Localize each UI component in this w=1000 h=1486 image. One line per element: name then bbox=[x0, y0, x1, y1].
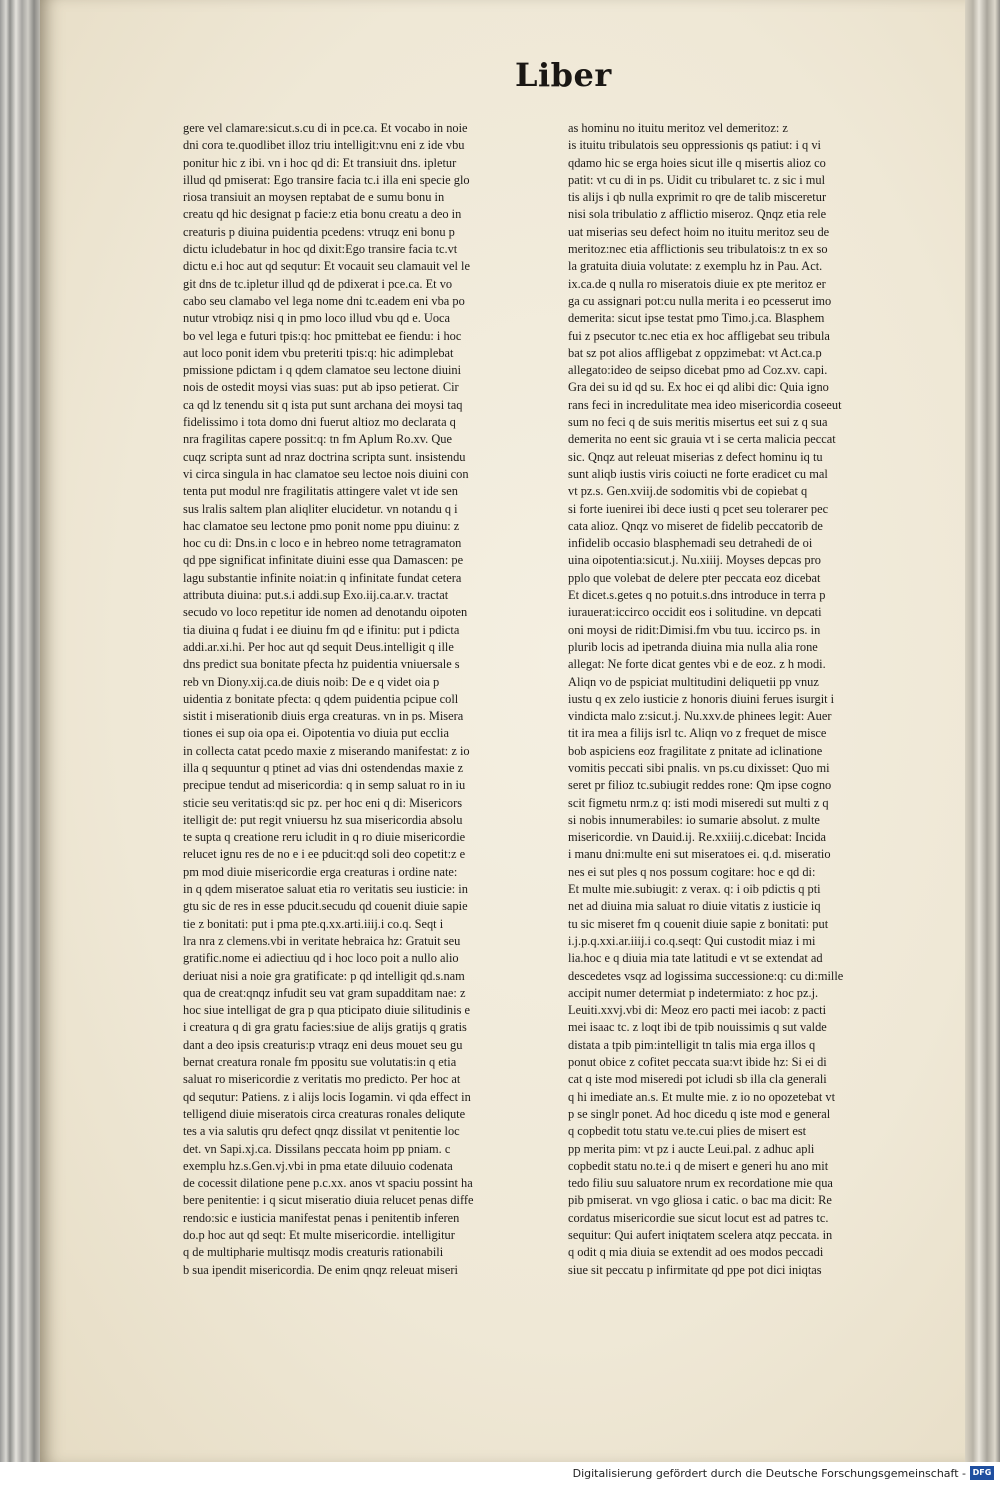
text-line: oni moysi de ridit:Dimisi.fm vbu tuu. iccirco ps. in bbox=[568, 622, 821, 637]
text-line: qd ppe significat infinitate diuini esse qua Damascen: pe bbox=[183, 553, 464, 568]
text-line: nois de ostedit moysi vias suas: put ab ipso petierat. Cir bbox=[183, 380, 459, 395]
text-line: uidentia z bonitate pfecta: q qdem puidentia pcipue coll bbox=[183, 691, 459, 706]
text-line: vomitis peccati sibi pnalis. vn ps.cu dixisset: Quo mi bbox=[568, 760, 830, 775]
page-edge-right bbox=[965, 0, 1000, 1462]
text-line: de cocessit dilatione pene p.c.xx. anos vt spaciu possint ha bbox=[183, 1176, 473, 1191]
text-line: Leuiti.xxvj.vbi di: Meoz ero pacti mei iacob: z pacti bbox=[568, 1003, 827, 1018]
text-line: vi circa singula in hac clamatoe seu lectoe nois diuini con bbox=[183, 466, 469, 481]
text-line: tit ira mea a filijs isrl tc. Aliqn vo z frequet de misce bbox=[568, 726, 827, 741]
text-line: nra fragilitas capere possit:q: tn fm Aplum Ro.xv. Que bbox=[183, 432, 452, 447]
text-line: nutur vtrobiqz nisi q in pmo loco illud vbu qd e. Uoca bbox=[183, 311, 451, 326]
text-line: rans feci in incredulitate mea ideo misericordia coseeut bbox=[568, 397, 842, 412]
text-line: illud qd pmiserat: Ego transire facia tc.i illa eni specie glo bbox=[183, 172, 470, 187]
text-line: cuqz scripta sunt ad nraz doctrina scripta sunt. insistendu bbox=[183, 449, 466, 464]
text-column-left bbox=[183, 120, 543, 1279]
text-line: creaturis p diuina puidentia pcedens: vtruqz eni bonu p bbox=[183, 224, 455, 239]
text-line: bere penitentie: i q sicut miseratio diuia relucet penas diffe bbox=[183, 1193, 474, 1208]
text-line: mei isaac tc. z loqt ibi de tpib nouissimis q sut valde bbox=[568, 1020, 827, 1035]
text-line: secudo vo loco repetitur ide nomen ad denotandu oipoten bbox=[183, 605, 468, 620]
text-line: sistit i miserationib diuis erga creaturas. vn in ps. Misera bbox=[183, 709, 464, 724]
text-line: la gratuita diuia volutate: z exemplu hz in Pau. Act. bbox=[568, 259, 823, 274]
text-line: tia diuina q fudat i ee diuinu fm qd e ifinitu: put i pdicta bbox=[183, 622, 460, 637]
text-line: demerita: sicut ipse testat pmo Timo.j.ca. Blasphem bbox=[568, 311, 825, 326]
text-line: hac clamatoe seu lectone pmo ponit nome ppu diuinu: z bbox=[183, 518, 460, 533]
text-line: demerita no eent sic grauia vt i se certa malicia peccat bbox=[568, 432, 836, 447]
text-line: sum no feci q de suis meritis misertus eet sui z q sua bbox=[568, 415, 828, 430]
text-line: iurauerat:iccirco occidit eos i solitudine. vn depcati bbox=[568, 605, 822, 620]
text-line: git dns de tc.ipletur illud qd de pdixerat i pce.ca. Et vo bbox=[183, 276, 453, 291]
text-line: det. vn Sapi.xj.ca. Dissilans peccata hoim pp pniam. c bbox=[183, 1141, 451, 1156]
text-line: i creatura q di gra gratu facies:siue de alijs gratijs q gratis bbox=[183, 1020, 467, 1035]
text-line: ca qd lz tenendu sit q ista put sunt archana dei moysi taq bbox=[183, 397, 463, 412]
text-line: exemplu hz.s.Gen.vj.vbi in pma etate diluuio codenata bbox=[183, 1158, 453, 1173]
text-line: ga cu assignari pot:cu nulla merita i eo pcesserut imo bbox=[568, 293, 832, 308]
text-line: illa q sequuntur q ptinet ad vias dni ostendendas maxie z bbox=[183, 760, 464, 775]
text-line: vt pz.s. Gen.xviij.de sodomitis vbi de copiebat q bbox=[568, 484, 808, 499]
text-line: cat q iste mod miseredi pot icludi sb illa cla generali bbox=[568, 1072, 827, 1087]
text-line: seret pr filioz tc.subiugit reddes rone: Qm ipse cogno bbox=[568, 778, 832, 793]
text-line: addi.ar.xi.hi. Per hoc aut qd sequit Deus.intelligit q ille bbox=[183, 639, 454, 654]
text-line: tes a via salutis qru defect qnqz dissilat vt penitentie loc bbox=[183, 1124, 460, 1139]
text-line: b sua ipendit misericordia. De enim qnqz releuat miseri bbox=[183, 1262, 458, 1277]
text-line: si forte iuenirei ibi dece iusti q pcet seu tolerarer pec bbox=[568, 501, 829, 516]
text-line: creatu qd hic designat p facie:z etia bonu creatu a deo in bbox=[183, 207, 462, 222]
text-line: ix.ca.de q nulla ro miseratois diuie ex pte meritoz er bbox=[568, 276, 826, 291]
text-line: copbedit statu no.te.i q de misert e generi hu ano mit bbox=[568, 1158, 829, 1173]
text-line: qua de creat:qnqz infudit seu vat gram supadditam nae: z bbox=[183, 985, 466, 1000]
text-line: i manu dni:multe eni sut miseratoes ei. q.d. miseratio bbox=[568, 847, 831, 862]
text-line: pm mod diuie misericordie erga creaturas i ordine nate: bbox=[183, 864, 458, 879]
text-line: do.p hoc aut qd seqt: Et multe misericordie. intelligitur bbox=[183, 1228, 455, 1242]
text-line: deriuat nisi a noie gra gratificate: p qd intelligit qd.s.nam bbox=[183, 968, 465, 983]
text-line: aut loco ponit idem vbu preteriti tpis:q: hic adimplebat bbox=[183, 345, 454, 360]
text-line: q copbedit totu statu ve.te.cui plies de misert est bbox=[568, 1124, 807, 1139]
text-line: Et multe mie.subiugit: z verax. q: i oib pdictis q pti bbox=[568, 882, 821, 897]
text-line: p se singlr ponet. Ad hoc dicedu q iste mod e general bbox=[568, 1106, 831, 1121]
text-line: siue sit peccatu p infirmitate qd ppe pot dici iniqtas bbox=[568, 1262, 822, 1277]
text-line: tu sic miseret fm q couenit diuie sapie z bonitati: put bbox=[568, 916, 829, 931]
text-line: dant a deo ipsis creaturis:p vtraqz eni deus mouet seu gu bbox=[183, 1037, 463, 1052]
text-line: reb vn Diony.xij.ca.de diuis noib: De e q videt oia p bbox=[183, 674, 440, 689]
text-line: tie z bonitati: put i pma pte.q.xx.arti.iiij.i co.q. Seqt i bbox=[183, 916, 444, 931]
text-line: sus lralis saltem plan aliqliter elucidetur. vn notandu q i bbox=[183, 501, 458, 516]
text-line: hoc siue intelligat de gra p qua pticipato diuie silitudinis e bbox=[183, 1003, 470, 1018]
text-line: telligend diuie miseratois circa creaturas ronales deliqute bbox=[183, 1106, 466, 1121]
text-line: gratific.nome ei adiectiuu qd i hoc loco poit a nullo alio bbox=[183, 951, 459, 966]
text-line: patit: vt cu di in ps. Uidit cu tribularet tc. z sic i mul bbox=[568, 172, 826, 187]
text-line: misericordie. vn Dauid.ij. Re.xxiiij.c.dicebat: Incida bbox=[568, 830, 827, 845]
text-line: meritoz:nec etia afflictionis seu tribulatois:z tn ex so bbox=[568, 242, 828, 257]
text-line: in q qdem miseratoe saluat etia ro veritatis seu iusticie: in bbox=[183, 882, 468, 897]
text-line: sunt aliqb iustis viris coiucti ne forte eradicet cu mal bbox=[568, 466, 828, 481]
text-line: sequitur: Qui aufert iniqtatem scelera atqz peccata. in bbox=[568, 1228, 833, 1242]
text-line: bat sz pot alios affligebat z oppzimebat: vt Act.ca.p bbox=[568, 345, 822, 360]
text-line: distata a tpib pim:intelligit tn talis mia erga illos q bbox=[568, 1037, 816, 1052]
text-line: vindicta malo z:sicut.j. Nu.xxv.de phinees legit: Auer bbox=[568, 709, 832, 724]
text-line: i.j.p.q.xxi.ar.iiij.i co.q.seqt: Qui custodit miaz i mi bbox=[568, 933, 816, 948]
book-spine-edge bbox=[0, 0, 44, 1462]
text-line: te supta q creatione reru icludit in q ro diuie misericordie bbox=[183, 830, 466, 845]
text-line: tiones ei sup oia opa ei. Oipotentia vo diuia put ecclia bbox=[183, 726, 449, 741]
text-line: dictu icludebatur in hoc qd dixit:Ego transire facia tc.vt bbox=[183, 242, 458, 257]
text-line: ponut obice z cofitet peccata sua:vt ibide hz: Si ei di bbox=[568, 1055, 827, 1070]
text-line: nisi sola tribulatio z afflictio miseroz. Qnqz etia rele bbox=[568, 207, 827, 222]
text-line: Gra dei su id qd su. Ex hoc ei qd alibi dic: Quia igno bbox=[568, 380, 829, 395]
text-line: Et dicet.s.getes q no potuit.s.dns introduce in terra p bbox=[568, 588, 826, 603]
text-line: precipue tendut ad misericordia: q in semp saluat ro in iu bbox=[183, 778, 466, 793]
text-line: is ituitu tribulatois seu oppressionis qs patiut: i q vi bbox=[568, 138, 821, 153]
running-title: Liber bbox=[515, 56, 612, 94]
text-line: lra nra z clemens.vbi in veritate hebraica hz: Gratuit seu bbox=[183, 933, 461, 948]
text-line: dns predict sua bonitate pfecta hz puidentia vniuersale s bbox=[183, 657, 460, 672]
text-line: allegat: Ne forte dicat gentes vbi e de eoz. z h modi. bbox=[568, 657, 826, 672]
text-line: accipit numer determiat p indetermiato: z hoc pz.j. bbox=[568, 985, 819, 1000]
text-line: cabo seu clamabo vel lega nome dni tc.eadem eni vba po bbox=[183, 293, 465, 308]
dfg-logo-icon: DFG bbox=[970, 1466, 994, 1480]
text-line: gtu sic de res in esse pducit.secudu qd couenit diuie sapie bbox=[183, 899, 468, 914]
text-line: cordatus misericordie sue sicut locut est ad patres tc. bbox=[568, 1210, 829, 1225]
text-line: tenta put modul nre fragilitatis attingere valet vt ide sen bbox=[183, 484, 458, 499]
text-line: tis alijs i qb nulla exprimit ro qre de talib misceretur bbox=[568, 190, 827, 205]
text-line: hoc cu di: Dns.in c loco e in hebreo nome tetragramaton bbox=[183, 536, 462, 551]
text-line: relucet ignu res de no e i ee pducit:qd soli deo copetit:z e bbox=[183, 847, 466, 862]
text-line: infidelib occasio blasphemadi seu detrahedi de oi bbox=[568, 536, 813, 551]
text-line: scit figmetu nrm.z q: isti modi miseredi sut multi z q bbox=[568, 795, 829, 810]
text-line: q odit q mia diuia se extendit ad oes modos peccadi bbox=[568, 1245, 824, 1260]
footer-bar bbox=[0, 1462, 1000, 1486]
text-line: pib pmiserat. vn vgo gliosa i catic. o bac ma dicit: Re bbox=[568, 1193, 832, 1208]
footer-credit: Digitalisierung gefördert durch die Deutsche Forschungsgemeinschaft - bbox=[572, 1467, 966, 1480]
text-line: rendo:sic e iusticia manifestat penas i penitentib inferen bbox=[183, 1210, 460, 1225]
text-line: lagu substantie infinite noiat:in q infinitate fundat cetera bbox=[183, 570, 462, 585]
text-line: si nobis innumerabiles: io sumarie absolut. z multe bbox=[568, 812, 820, 827]
text-line: q de multipharie multisqz modis creaturis rationabili bbox=[183, 1245, 444, 1260]
text-line: lia.hoc e q diuia mia tate latitudi e vt se extendat ad bbox=[568, 951, 823, 966]
text-line: fui z psecutor tc.nec etia ex hoc affligebat seu tribula bbox=[568, 328, 830, 343]
text-line: qdamo hic se erga hoies sicut ille q misertis alioz co bbox=[568, 155, 826, 170]
text-line: itelligit de: put regit vniuersu hz sua misericordia absolu bbox=[183, 812, 463, 827]
text-line: cata alioz. Qnqz vo miseret de fidelib peccatorib de bbox=[568, 518, 823, 533]
text-column-right bbox=[568, 120, 930, 1279]
text-line: dictu e.i hoc aut qd sequtur: Et vocauit seu clamauit vel le bbox=[183, 259, 470, 274]
text-line: in collecta catat pcedo maxie z miserando manifestat: z io bbox=[183, 743, 470, 758]
text-line: nes ei sut ples q nos possum cogitare: hoc e qd di: bbox=[568, 864, 816, 879]
text-line: bob aspiciens eoz fragilitate z pnitate ad iclinatione bbox=[568, 743, 823, 758]
text-line: dni cora te.quodlibet illoz triu intelligit:vnu eni z ide vbu bbox=[183, 138, 465, 153]
text-line: Aliqn vo de pspiciat multitudini deliquetii pp vnuz bbox=[568, 674, 819, 689]
text-line: uat miserias seu defect hoim no ituitu meritoz seu de bbox=[568, 224, 830, 239]
text-line: tedo filiu suu saluatore nrum ex recordatione mie qua bbox=[568, 1176, 833, 1191]
text-line: plurib locis ad ipetranda diuina mia nulla alia rone bbox=[568, 639, 818, 654]
text-line: pmissione pdictam i q qdem clamatoe seu lectone diuini bbox=[183, 363, 462, 378]
text-line: iustu q ex zelo iusticie z honoris diuini ferues isurgit i bbox=[568, 691, 835, 706]
text-line: riosa transiuit an moysen reptabat de e sumu bonu in bbox=[183, 190, 445, 205]
text-line: attributa diuina: put.s.i addi.sup Exo.iij.ca.ar.v. tractat bbox=[183, 588, 449, 603]
text-line: allegato:ideo de seipso dicebat pmo ad Coz.xv. capi. bbox=[568, 363, 828, 378]
text-line: gere vel clamare:sicut.s.cu di in pce.ca. Et vocabo in noie bbox=[183, 121, 468, 135]
text-line: net ad diuina mia saluat ro diuie vitatis z iusticie iq bbox=[568, 899, 821, 914]
text-line: sic. Qnqz aut releuat miserias z defect hominu iq tu bbox=[568, 449, 823, 464]
text-line: as hominu no ituitu meritoz vel demeritoz: z bbox=[568, 121, 788, 135]
text-line: sticie seu veritatis:qd sic pz. per hoc eni q di: Misericors bbox=[183, 795, 463, 810]
text-line: q hi imediate an.s. Et multe mie. z io no opozetebat vt bbox=[568, 1089, 836, 1104]
text-line: bo vel lega e futuri tpis:q: hoc pmittebat ee fiendu: i hoc bbox=[183, 328, 462, 343]
text-line: uina oipotentia:sicut.j. Nu.xiiij. Moyses depcas pro bbox=[568, 553, 821, 568]
text-line: ponitur hic z ibi. vn i hoc qd di: Et transiuit dns. ipletur bbox=[183, 155, 457, 170]
text-line: pp merita pim: vt pz i aucte Leui.pal. z adhuc apli bbox=[568, 1141, 815, 1156]
text-line: descedetes vsqz ad logissima successione:q: cu di:mille bbox=[568, 968, 844, 983]
text-line: saluat ro misericordie z veritatis mo predicto. Per hoc at bbox=[183, 1072, 461, 1087]
text-line: pplo que volebat de delere pter peccata eoz dicebat bbox=[568, 570, 821, 585]
text-line: qd sequtur: Patiens. z i alijs locis Iogamin. vi qda effect in bbox=[183, 1089, 471, 1104]
text-line: fidelissimo i tota domo dni fuerut altioz mo declarata q bbox=[183, 415, 456, 430]
text-line: bernat creatura ronale fm ppositu sue volutatis:in q etia bbox=[183, 1055, 457, 1070]
